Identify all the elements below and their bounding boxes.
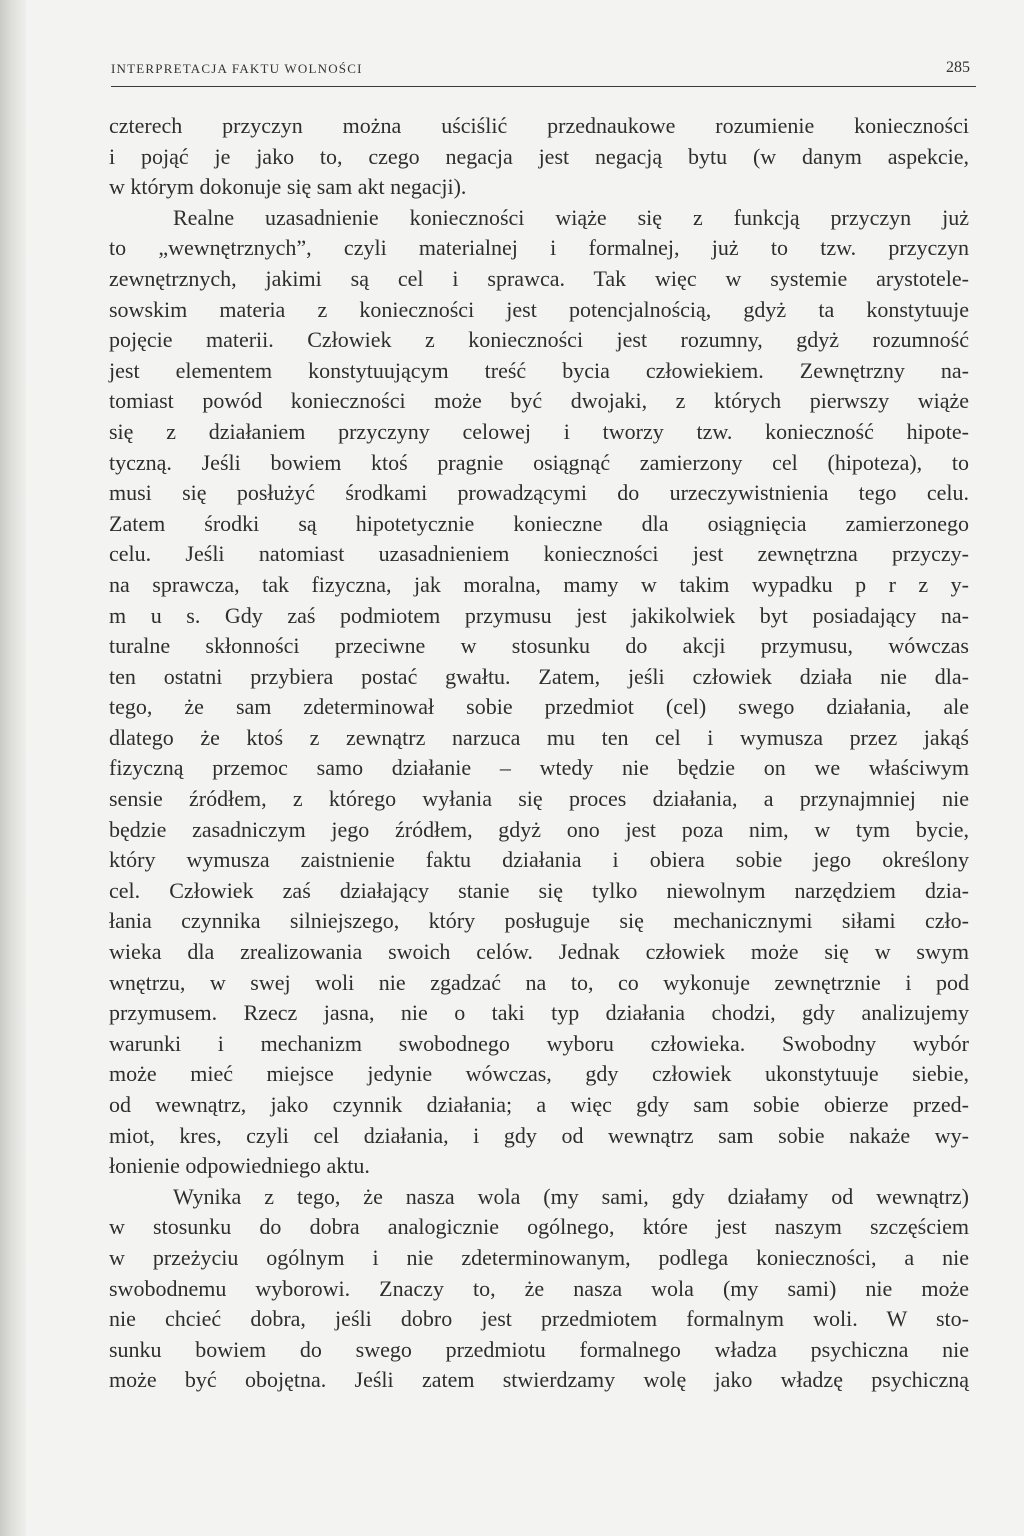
binding-shadow [0,0,26,1536]
page-header [111,56,976,87]
text-line: czterech przyczyn można uściślić przednaukowe rozumienie konieczności [109,113,969,138]
text-line: sowskim materia z konieczności jest potencjalnością, gdyż ta konstytuuje [109,296,969,322]
text-line: miot, kres, czyli cel działania, i gdy od wewnątrz sam sobie nakaże wy- [109,1122,969,1148]
text-line: tomiast powód konieczności może być dwojaki, z których pierwszy wiąże [109,388,969,414]
page-number: 285 [946,59,970,76]
text-line: będzie zasadniczym jego źródłem, gdyż ono jest poza nim, w tym bycie, [109,816,969,842]
text-line: sunku bowiem do swego przedmiotu formalnego władza psychiczna nie [109,1336,969,1362]
text-line: musi się posłużyć środkami prowadzącymi do urzeczywistnienia tego celu. [109,480,969,506]
text-line: nie chcieć dobra, jeśli dobro jest przedmiotem formalnym woli. W sto- [109,1306,969,1332]
text-line: wieka dla zrealizowania swoich celów. Jednak człowiek może się w swym [109,939,969,965]
text-line: tego, że sam zdeterminował sobie przedmiot (cel) swego działania, ale [109,694,969,720]
text-line: ten ostatni przybiera postać gwałtu. Zatem, jeśli człowiek działa nie dla- [109,663,969,689]
text-line: w przeżyciu ogólnym i nie zdeterminowanym, podlega konieczności, a nie [109,1244,969,1270]
text-line: łania czynnika silniejszego, który posługuje się mechanicznymi siłami czło- [109,908,969,934]
text-line: dlatego że ktoś z zewnątrz narzuca mu ten cel i wymusza przez jakąś [109,724,969,750]
text-line: przymusem. Rzecz jasna, nie o taki typ działania chodzi, gdy analizujemy [109,1000,969,1026]
text-line: może mieć miejsce jedynie wówczas, gdy człowiek ukonstytuuje siebie, [109,1061,969,1087]
text-line: Wynika z tego, że nasza wola (my sami, gdy działamy od wewnątrz) [173,1183,969,1209]
text-line: Realne uzasadnienie konieczności wiąże się z funkcją przyczyn już [173,204,969,230]
text-line: celu. Jeśli natomiast uzasadnieniem konieczności jest zewnętrzna przyczy- [109,541,969,567]
text-line: jest elementem konstytuującym treść bycia człowiekiem. Zewnętrzny na- [109,357,969,383]
text-line: i pojąć je jako to, czego negacja jest negacją bytu (w danym aspekcie, [109,143,969,169]
text-line: w którym dokonuje się sam akt negacji). [109,174,467,200]
text-line: który wymusza zaistnienie faktu działania i obiera sobie jego określony [109,847,969,873]
text-line: może być obojętna. Jeśli zatem stwierdzamy wolę jako władzę psychiczną [109,1367,969,1393]
text-line: pojęcie materii. Człowiek z konieczności jest rozumny, gdyż rozumność [109,327,969,353]
text-line: w stosunku do dobra analogicznie ogólnego, które jest naszym szczęściem [109,1214,969,1240]
text-line: na sprawcza, tak fizyczna, jak moralna, mamy w takim wypadku p r z y- [109,571,969,597]
text-line: się z działaniem przyczyny celowej i tworzy tzw. konieczność hipote- [109,418,969,444]
running-head: INTERPRETACJA FAKTU WOLNOŚCI [111,61,363,76]
text-line: Zatem środki są hipotetycznie konieczne dla osiągnięcia zamierzonego [109,510,969,536]
text-line: sensie źródłem, z którego wyłania się proces działania, a przynajmniej nie [109,786,969,812]
text-line: cel. Człowiek zaś działający stanie się tylko niewolnym narzędziem dzia- [109,877,969,903]
text-line: łonienie odpowiedniego aktu. [109,1153,370,1179]
text-line: zewnętrznych, jakimi są cel i sprawca. Tak więc w systemie arystotele- [109,265,969,291]
text-line: wnętrzu, w swej woli nie zgadzać na to, co wykonuje zewnętrznie i pod [109,969,969,995]
text-line: turalne skłonności przeciwne w stosunku do akcji przymusu, wówczas [109,633,969,659]
text-line: to „wewnętrznych”, czyli materialnej i formalnej, już to tzw. przyczyn [109,235,969,261]
text-line: od wewnątrz, jako czynnik działania; a więc gdy sam sobie obierze przed- [109,1092,969,1117]
text-body [109,111,969,1396]
text-line: fizyczną przemoc samo działanie – wtedy nie będzie on we właściwym [109,755,969,781]
text-line: m u s. Gdy zaś podmiotem przymusu jest jakikolwiek byt posiadający na- [109,602,969,628]
text-line: warunki i mechanizm swobodnego wyboru człowieka. Swobodny wybór [109,1030,969,1056]
text-line: tyczną. Jeśli bowiem ktoś pragnie osiągnąć zamierzony cel (hipoteza), to [109,449,969,475]
text-line: swobodnemu wyborowi. Znaczy to, że nasza wola (my sami) nie może [109,1275,969,1301]
